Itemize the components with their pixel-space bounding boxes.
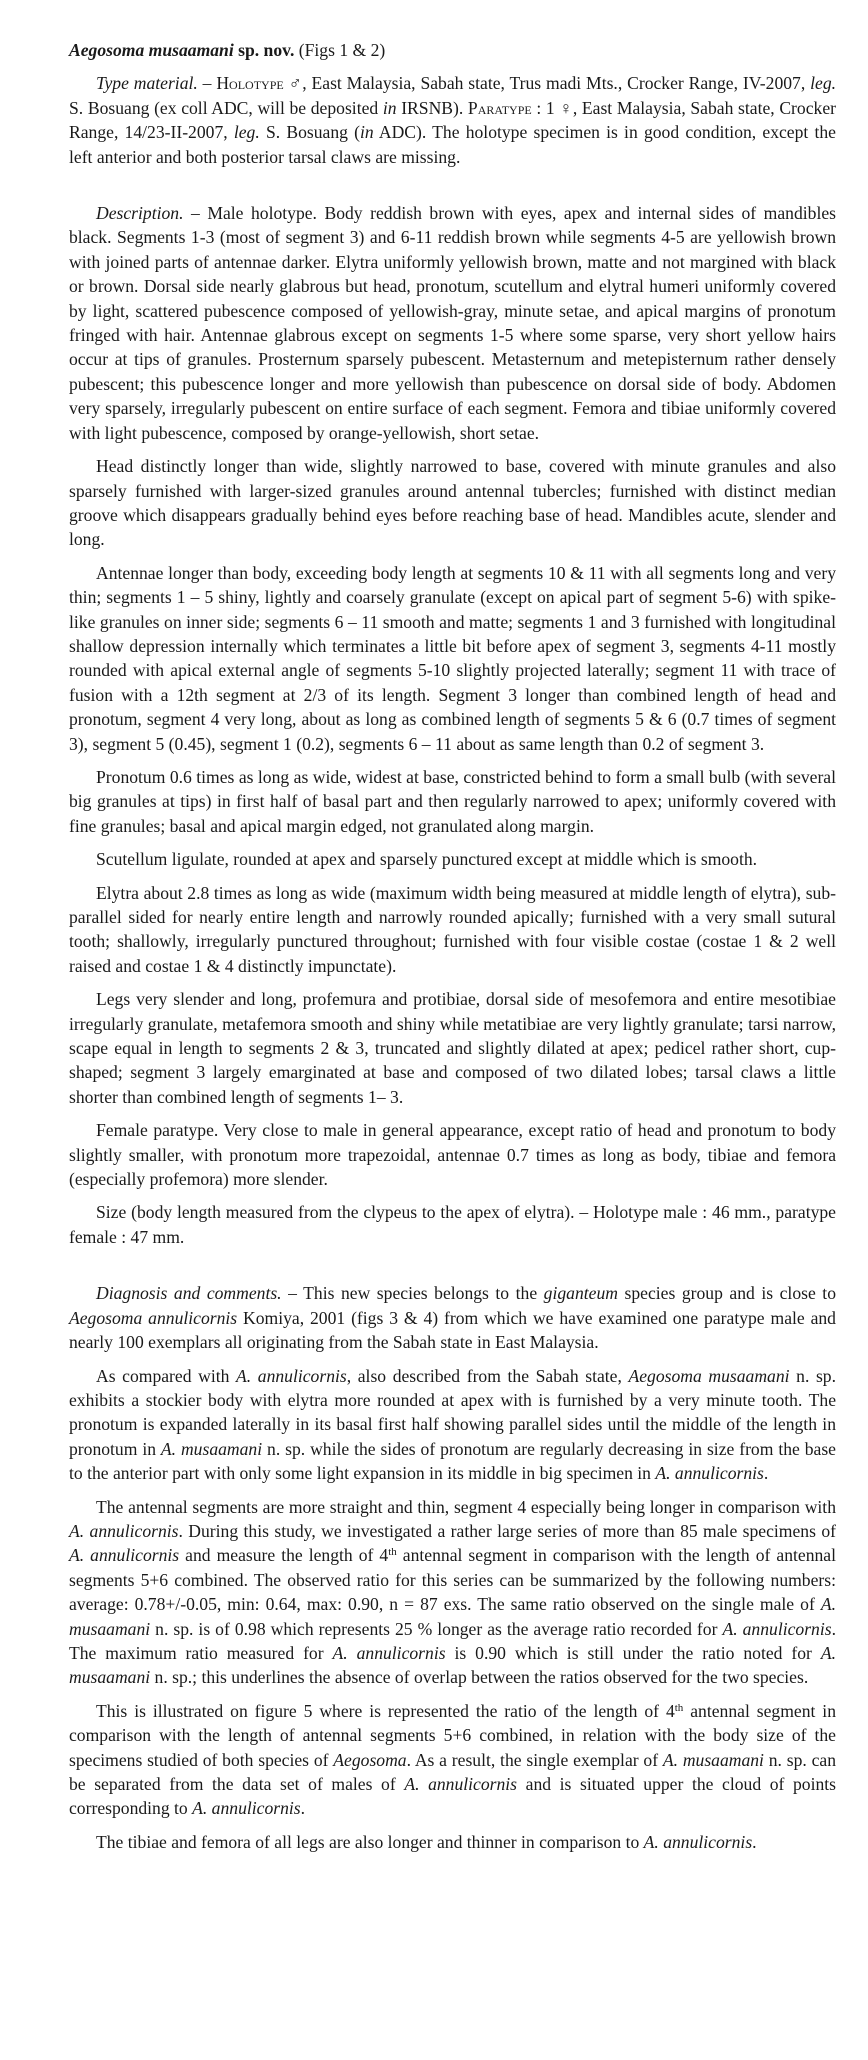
figure-reference: (Figs 1 & 2) [294,40,386,60]
section-label: Diagnosis and comments. [96,1283,282,1304]
species-name: A. annulicornis [722,1618,832,1639]
text-run: – [197,73,217,94]
pronotum-paragraph: Pronotum 0.6 times as long as wide, widest at base, constricted behind to form a small bulb (with several big granules at tips) in first half of basal part and then regularly narrowed to apex; uniformly covered with fine granules; basal and apical margin edged, not granulated along margin. [69,766,836,836]
text-run: . [300,1798,306,1819]
italic-term: leg. [233,122,260,143]
section-label: Description. [96,203,184,224]
text-run: n. sp. is of 0.98 which represents 25 % longer as the average ratio recorded for [150,1618,723,1639]
text-run: : 1 ♀, East Malaysia, Sabah state, Crocker Range, 14/23-II-2007, [69,97,836,143]
text-run: n. sp. can be separated from the data set of males of [69,1749,836,1794]
species-name: A. musaamani [160,1438,263,1459]
section-label: Type material. [96,73,198,94]
text-run: This is illustrated on figure 5 where is represented the ratio of the length of 4 [96,1700,675,1721]
species-name: A. annulicornis [69,1520,179,1541]
species-name: A. annulicornis [192,1798,301,1819]
genus-name: Aegosoma [333,1749,407,1770]
italic-term: leg. [810,73,837,94]
species-name: Aegosoma musaamani [69,40,234,60]
text-run: . [763,1463,769,1484]
text-run: . [752,1831,757,1852]
figure-5-paragraph [69,1699,836,1821]
text-run: . As a result, the single exemplar of [406,1749,663,1770]
legs-paragraph: Legs very slender and long, profemura and protibiae, dorsal side of mesofemora and entire mesotibiae irregularly granulate, metafemora smooth and shiny while metatibiae are very lightly granulate; tarsi narrow, scape equal in length to segments 2 & 3, truncated and slightly dilated at apex; pedicel rather short, cup-shaped; segment 3 largely emarginated at base and composed of two dilated lobes; tarsal claws a little shorter than combined length of segments 1– 3. [69,989,836,1107]
text-run: n. sp. exhibits a stockier body with elytra more rounded at apex with is furnished by a very minute tooth. The pronotum is expanded laterally in its basal first half showing parallel sides until the middle of the length in pronotum in [69,1365,836,1459]
text-run: ADC). The holotype specimen is in good condition, except the left anterior and both posterior tarsal claws are missing. [69,122,836,167]
text-run: IRSNB). [396,97,468,118]
text-run: – This new species belongs to the [281,1283,544,1304]
female-paratype-paragraph: Female paratype. Very close to male in general appearance, except ratio of head and pronotum to body slightly smaller, with pronotum more trapezoidal, antennae 0.7 times as long as body, tibiae and femora (especially profemora) more slender. [69,1120,836,1190]
species-name: A. annulicornis [404,1774,518,1794]
text-run: S. Bosuang (ex coll ADC, will be deposited [69,97,383,118]
elytra-paragraph: Elytra about 2.8 times as long as wide (maximum width being measured at middle length of elytra), sub-parallel sided for nearly entire length and narrowly rounded apically; furnished with a very small sutural tooth; shallowly, irregularly punctured throughout; furnished with four visible costae (costae 1 & 2 well raised and costae 1 & 4 distinctly impunctate). [69,882,836,976]
superscript: th [388,1546,397,1559]
species-name: A. musaamani [69,1642,837,1688]
comparison-paragraph [69,1364,836,1486]
antennal-ratio-paragraph [69,1495,836,1690]
description-paragraph [69,201,836,445]
species-heading [69,38,836,62]
species-name: A. annulicornis [643,1831,753,1852]
article-body [69,38,836,1854]
species-name: A. musaamani [662,1749,764,1770]
species-name: Aegosoma annulicornis [69,1307,238,1328]
text-run: antennal segment in comparison with the length of antennal segments 5+6 combined. The observed ratio for this series can be summarized by the following numbers: average: 0.78+/-0.05, min: 0.64, max: 0.90, n = 87 exs. The same ratio observed on the single male of [69,1545,836,1615]
text-run: is 0.90 which is still under the ratio noted for [445,1642,821,1663]
superscript: th [674,1701,684,1714]
text-run: and is situated upper the cloud of points corresponding to [69,1774,836,1819]
antennae-paragraph: Antennae longer than body, exceeding body length at segments 10 & 11 with all segments long and very thin; segments 1 – 5 shiny, lightly and coarsely granulate (except on apical part of segment 5-6) with spike-like granules on inner side; segments 6 – 11 smooth and matte; segments 1 and 3 furnished with longitudinal shallow depression internally which terminates a little bit before apex of segment 3, segments 4-11 mostly rounded with apical external angle of segments 5-10 slightly projected laterally; segment 11 with trace of fusion with a 12th segment at 2/3 of its length. Segment 3 longer than combined length of head and pronotum, segment 4 very long, about as long as combined length of segments 5 & 6 (0.7 times of segment 3), segment 5 (0.45), segment 1 (0.2), segments 6 – 11 about as same length than 0.2 of segment 3. [69,562,836,754]
text-run: The antennal segments are more straight and thin, segment 4 especially being longer in comparison with [96,1496,836,1517]
species-name: A. annulicornis [655,1463,764,1484]
text-run: As compared with [96,1365,237,1386]
text-run: and measure the length of 4 [179,1545,389,1566]
text-run: , also described from the Sabah state, [346,1365,629,1386]
species-name: A. musaamani [69,1594,836,1639]
species-name: Aegosoma musaamani [628,1365,790,1386]
diagnosis-paragraph [69,1281,836,1354]
text-run: S. Bosuang ( [259,122,360,143]
holotype-label: Holotype [216,73,284,94]
scutellum-paragraph: Scutellum ligulate, rounded at apex and sparsely punctured except at middle which is smooth. [96,849,758,870]
species-name: A. annulicornis [236,1365,347,1386]
text-run: . The maximum ratio measured for [69,1618,836,1663]
type-material-paragraph [69,71,836,169]
size-paragraph: Size (body length measured from the clypeus to the apex of elytra). – Holotype male : 46 mm., paratype female : 47 mm. [69,1202,836,1247]
text-run: n. sp. while the sides of pronotum are regularly decreasing in size from the base to the anterior part with only some light expansion in its middle in big specimen in [69,1438,836,1484]
text-run: The tibiae and femora of all legs are also longer and thinner in comparison to [96,1831,644,1852]
tibiae-femora-paragraph [69,1830,836,1854]
text-run: antennal segment in comparison with the length of antennal segments 5+6 combined, in relation with the body size of the specimens studied of both species of [69,1700,836,1770]
species-name: A. annulicornis [332,1642,446,1663]
text-run: ♂, East Malaysia, Sabah state, Trus madi Mts., Crocker Range, IV-2007, [283,73,811,94]
text-run: . During this study, we investigated a rather large series of more than 85 male specimens of [178,1520,836,1541]
head-paragraph: Head distinctly longer than wide, slightly narrowed to base, covered with minute granules and also sparsely furnished with larger-sized granules around antennal tubercles; furnished with distinct median groove which disappears gradually behind eyes before reaching base of head. Mandibles acute, slender and long. [69,456,836,550]
text-run: species group and is close to [617,1283,836,1304]
text-run: Komiya, 2001 (figs 3 & 4) from which we have examined one paratype male and nearly 100 exemplars all originating from the Sabah state in East Malaysia. [69,1307,836,1353]
italic-term: in [382,97,397,118]
text-run: n. sp.; this underlines the absence of overlap between the ratios observed for the two species. [150,1667,809,1688]
paratype-label: Paratype [467,97,532,118]
italic-term: in [359,122,374,143]
species-group-name: giganteum [543,1283,618,1304]
text-run: – Male holotype. Body reddish brown with eyes, apex and internal sides of mandibles black. Segments 1-3 (most of segment 3) and 6-11 reddish brown while segments 4-5 are yellowish brown with joined parts of antennae darker. Elytra uniformly yellowish brown, matte and not margined with black or brown. Dorsal side nearly glabrous but head, pronotum, scutellum and elytral humeri uniformly covered by light, scattered pubescence composed of yellowish-gray, minute setae, and apical margins of pronotum fringed with hair. Antennae glabrous except on segments 1-5 where some sparse, very short yellow hairs occur at tips of granules. Prosternum sparsely pubescent. Metasternum and metepisternum rather densely pubescent; this pubescence longer and more yellowish than pubescence on dorsal side of body. Abdomen very sparsely, irregularly pubescent on entire surface of each segment. Femora and tibiae uniformly covered with light pubescence, composed by orange-yellowish, short setae. [69,203,836,443]
species-status: sp. nov. [233,40,295,60]
species-name: A. annulicornis [69,1545,180,1566]
